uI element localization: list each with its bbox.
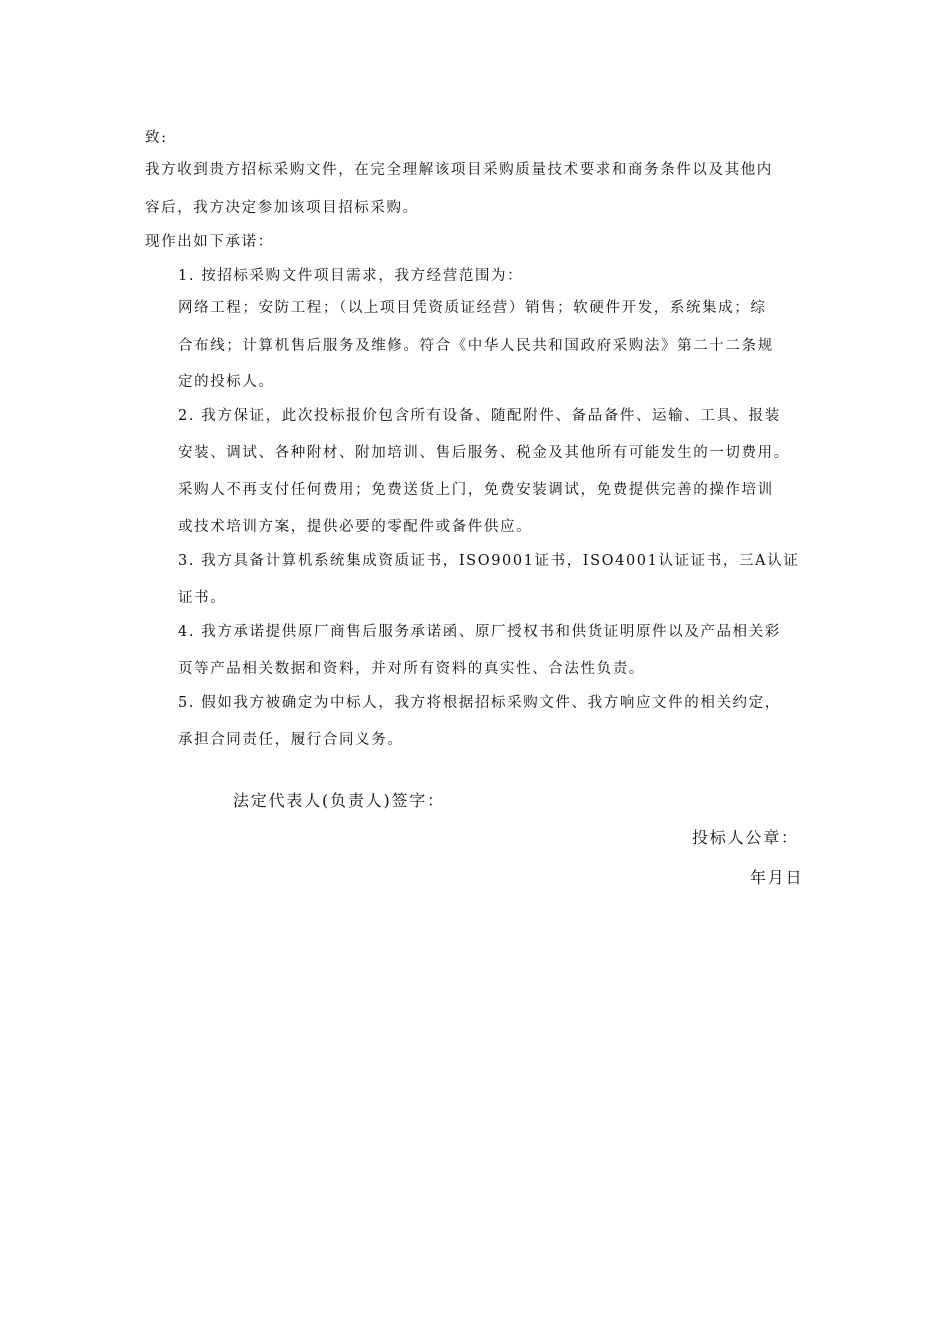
date-label: 年月日 — [750, 868, 804, 887]
item-1-line-3: 合布线；计算机售后服务及维修。符合《中华人民共和国政府采购法》第二十二条规 — [178, 338, 774, 354]
item-2-line-3: 采购人不再支付任何费用；免费送货上门，免费安装调试，免费提供完善的操作培训 — [178, 482, 774, 498]
item-4-line-2: 页等产品相关数据和资料，并对所有资料的真实性、合法性负责。 — [178, 661, 645, 677]
representative-signature-label: 法定代表人(负责人)签字： — [233, 791, 445, 810]
item-2-line-2: 安装、调试、各种附材、附加培训、售后服务、税金及其他所有可能发生的一切费用。 — [178, 445, 790, 461]
item-4-line-1: 4. 我方承诺提供原厂商售后服务承诺函、原厂授权书和供货证明原件以及产品相关彩 — [178, 624, 781, 640]
item-1-line-2: 网络工程；安防工程；（以上项目凭资质证经营）销售；软硬件开发，系统集成；综 — [178, 300, 767, 316]
salutation: 致: — [145, 130, 168, 146]
item-2-line-1: 2. 我方保证，此次投标报价包含所有设备、随配附件、备品备件、运输、工具、报装 — [178, 408, 781, 424]
item-1-line-4: 定的投标人。 — [178, 374, 275, 390]
intro-line-2: 容后，我方决定参加该项目招标采购。 — [145, 200, 419, 216]
item-5-line-1: 5. 假如我方被确定为中标人，我方将根据招标采购文件、我方响应文件的相关约定， — [178, 695, 781, 711]
commitment-heading: 现作出如下承诺： — [145, 234, 274, 250]
intro-line-1: 我方收到贵方招标采购文件，在完全理解该项目采购质量技术要求和商务条件以及其他内 — [145, 162, 773, 178]
item-1-line-1: 1. 按招标采购文件项目需求，我方经营范围为： — [178, 268, 524, 284]
item-3-line-2: 证书。 — [178, 590, 227, 606]
bidder-seal-label: 投标人公章： — [692, 828, 799, 847]
item-2-line-4: 或技术培训方案，提供必要的零配件或备件供应。 — [178, 519, 533, 535]
item-3-line-1: 3. 我方具备计算机系统集成资质证书，ISO9001证书，ISO4001认证证书，三A认证 — [178, 553, 800, 569]
item-5-line-2: 承担合同责任，履行合同义务。 — [178, 732, 404, 748]
